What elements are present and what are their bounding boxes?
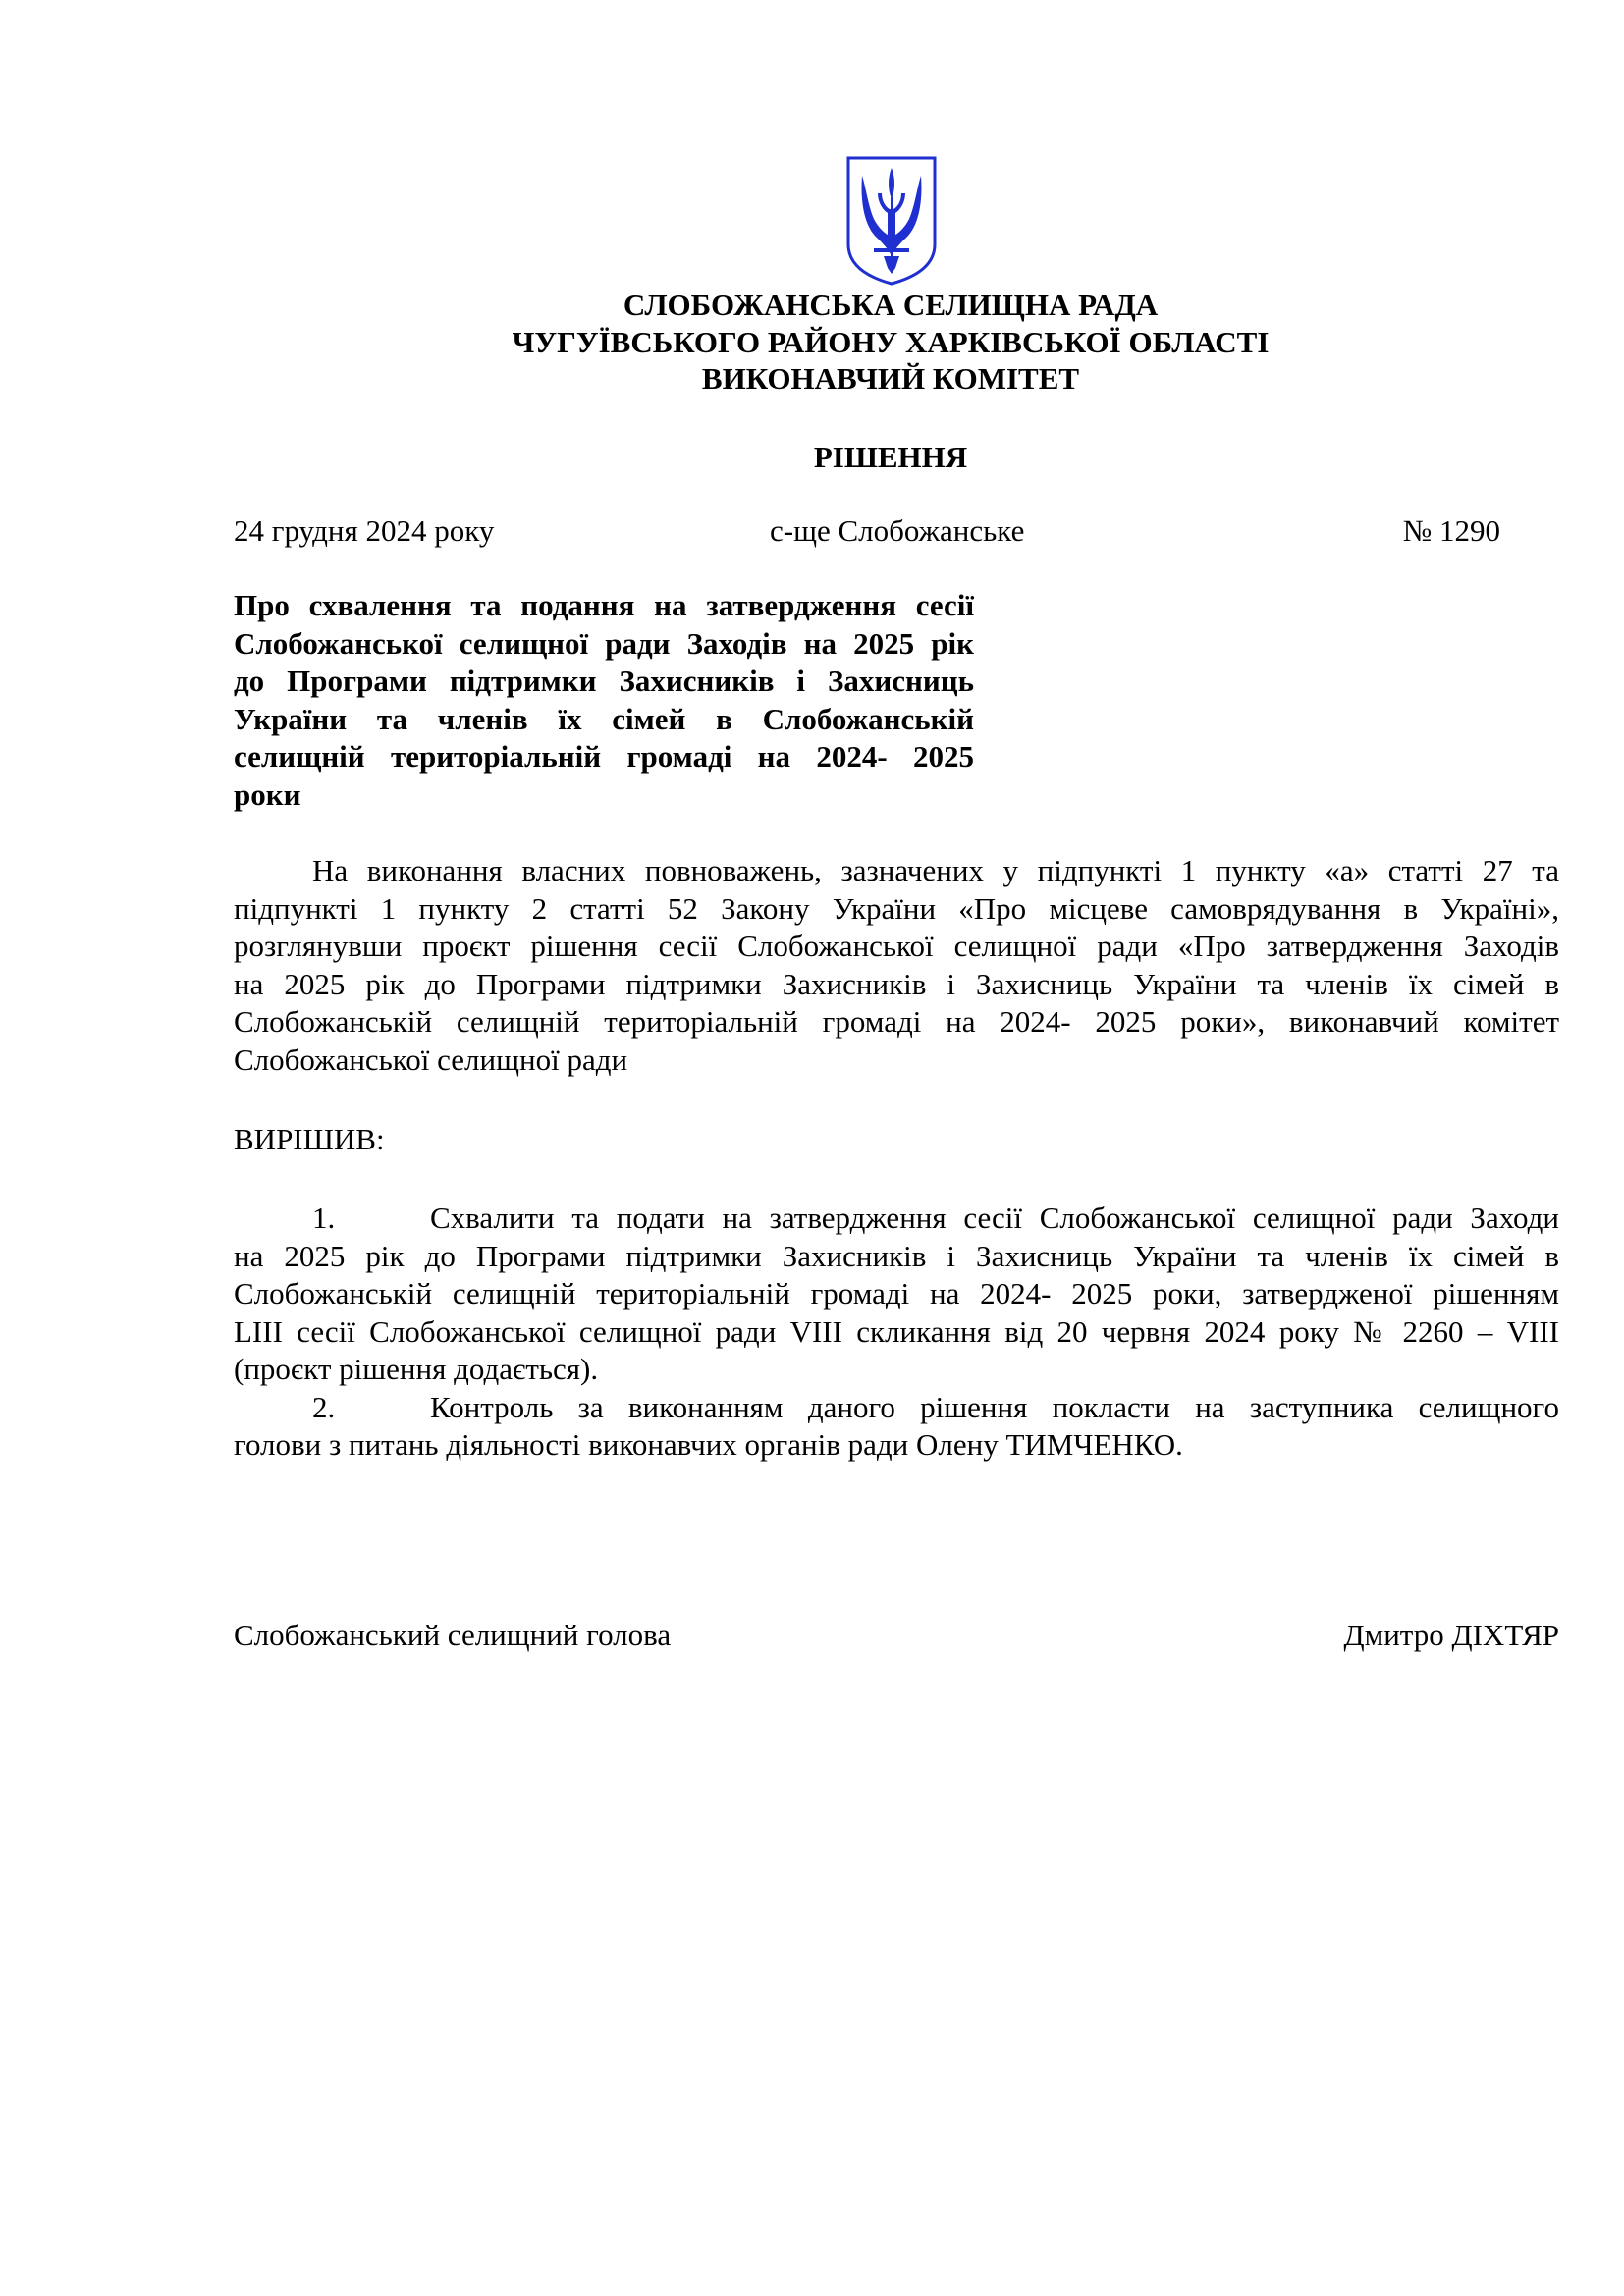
item-line: на 2025 рік до Програми підтримки Захисників і Захисниць України та членів їх сімей в — [234, 1238, 1559, 1273]
item-number: 1. — [312, 1201, 336, 1235]
subject-line: до Програми підтримки Захисників і Захисниць — [234, 664, 974, 698]
header-executive-committee: ВИКОНАВЧИЙ КОМІТЕТ — [701, 361, 1080, 396]
subject-line: України та членів їх сімей в Слобожанській — [234, 701, 974, 736]
meta-row — [234, 512, 1500, 552]
preamble-line: На виконання власних повноважень, зазначених у підпункті 1 пункту «а» статті 27 та — [312, 853, 1559, 887]
signatory-name: Дмитро ДІХТЯР — [1343, 1618, 1559, 1652]
decision-place: с-ще Слобожанське — [770, 513, 1025, 548]
resolution-items — [234, 1200, 1559, 1465]
item-line: (проєкт рішення додається). — [234, 1352, 599, 1386]
preamble-line: Слобожанській селищній територіальній громаді на 2024- 2025 роки», виконавчий комітет — [234, 1004, 1559, 1039]
decision-subject — [234, 587, 974, 814]
header-council-name: СЛОБОЖАНСЬКА СЕЛИЩНА РАДА — [623, 288, 1159, 322]
preamble-line: розглянувши проєкт рішення сесії Слобожанської селищної ради «Про затвердження Заходів — [234, 929, 1559, 963]
subject-line: роки — [234, 776, 301, 812]
item-number: 2. — [312, 1389, 336, 1424]
header-district-region: ЧУГУЇВСЬКОГО РАЙОНУ ХАРКІВСЬКОЇ ОБЛАСТІ — [512, 325, 1270, 359]
preamble-line: Слобожанської селищної ради — [234, 1041, 628, 1077]
resolved-label: ВИРІШИВ: — [234, 1122, 385, 1156]
subject-line: Про схвалення та подання на затвердження сесії — [234, 588, 974, 622]
subject-line: селищній територіальній громаді на 2024- 2025 — [234, 739, 974, 774]
item-text: Схвалити та подати на затвердження сесії Слобожанської селищної ради Заходи — [430, 1201, 1559, 1235]
item-line: голови з питань діяльності виконавчих органів ради Олену ТИМЧЕНКО. — [234, 1427, 1183, 1462]
subject-line: Слобожанської селищної ради Заходів на 2025 рік — [234, 625, 974, 661]
item-line: LIII сесії Слобожанської селищної ради VIII скликання від 20 червня 2024 року № 2260 – VIII — [234, 1313, 1559, 1349]
item-line: Слобожанській селищній територіальній громаді на 2024- 2025 роки, затвердженої рішенням — [234, 1276, 1559, 1310]
decision-title: РІШЕННЯ — [813, 440, 968, 474]
decision-date: 24 грудня 2024 року — [234, 513, 495, 548]
decision-number: № 1290 — [1402, 513, 1500, 548]
preamble-line: на 2025 рік до Програми підтримки Захисників і Захисниць України та членів їх сімей в — [234, 966, 1559, 1001]
preamble-line: підпункті 1 пункту 2 статті 52 Закону України «Про місцеве самоврядування в Україні», — [234, 890, 1559, 926]
item-text: Контроль за виконанням даного рішення покласти на заступника селищного — [430, 1389, 1559, 1424]
list-item — [234, 1200, 1559, 1238]
trident-coat-of-arms-icon — [844, 154, 939, 288]
signatory-title: Слобожанський селищний голова — [234, 1618, 672, 1652]
preamble-paragraph — [234, 852, 1559, 1079]
list-item — [234, 1389, 1559, 1427]
